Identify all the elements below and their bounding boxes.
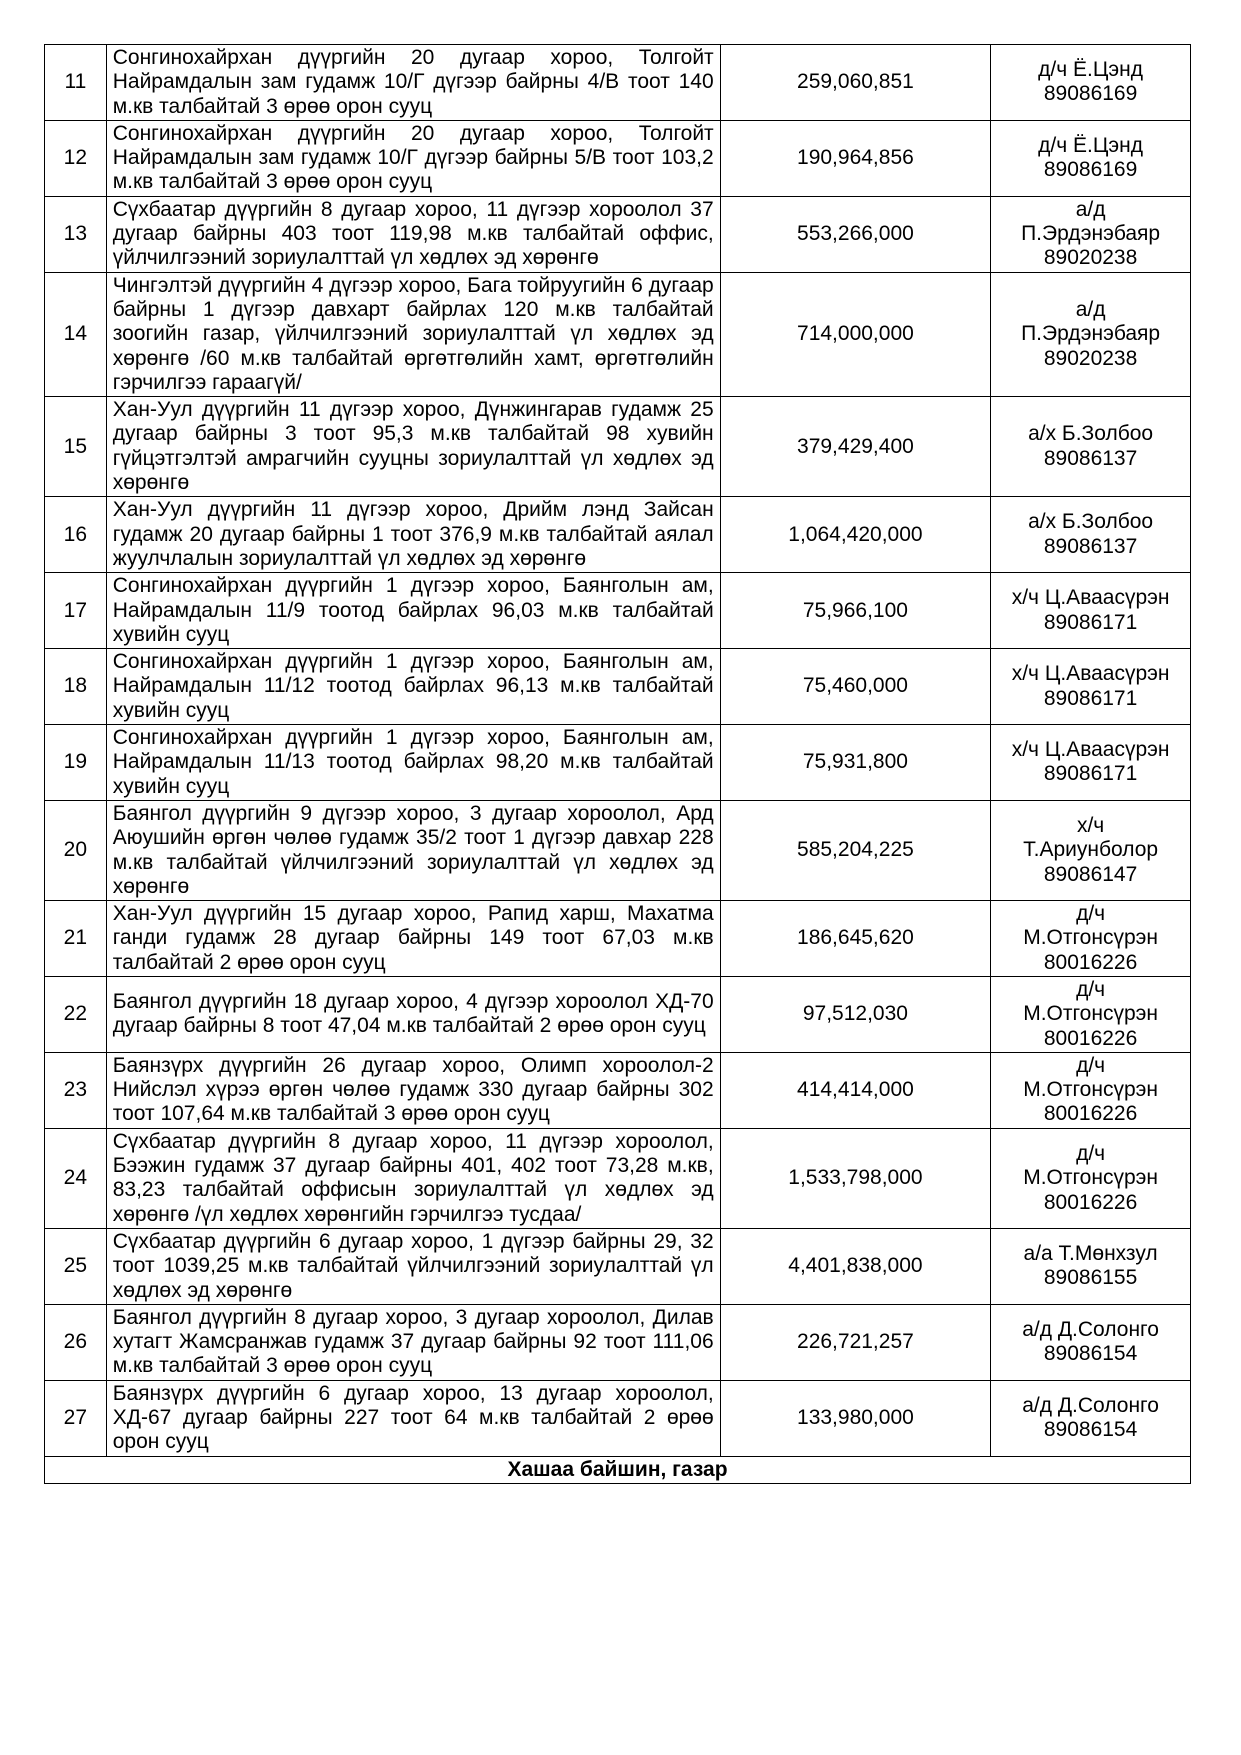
section-header-row — [45, 1456, 1191, 1483]
contact-line: 89086137 — [1043, 534, 1138, 558]
property-listing-table — [44, 44, 1191, 1484]
contact-line: П.Эрдэнэбаяр — [1021, 222, 1161, 246]
contact-line: 80016226 — [1043, 1026, 1138, 1050]
table-row — [45, 800, 1191, 900]
table-row — [45, 976, 1191, 1052]
contact-line: 89086171 — [1043, 762, 1138, 786]
table-row — [45, 1128, 1191, 1228]
property-description: Сүхбаатар дүүргийн 6 дугаар хороо, 1 дүгээр байрны 29, 32 тоот 1039,25 м.кв талбайтай үйлчилгээний зориулалттай үл хөдлөх эд хөрөнгө — [106, 1228, 720, 1304]
contact-line: а/д — [1075, 197, 1106, 221]
contact-line: Т.Ариунболор — [1023, 838, 1159, 862]
contact-line: а/д — [1075, 297, 1106, 321]
contact-person — [991, 397, 1191, 497]
property-price: 1,064,420,000 — [720, 497, 991, 573]
property-price: 414,414,000 — [720, 1052, 991, 1128]
contact-line: а/д Д.Солонго — [1022, 1393, 1159, 1417]
contact-person — [991, 725, 1191, 801]
property-price: 4,401,838,000 — [720, 1228, 991, 1304]
row-number: 22 — [45, 976, 107, 1052]
contact-line: а/х Б.Золбоо — [1028, 510, 1154, 534]
table-row — [45, 397, 1191, 497]
table-row — [45, 497, 1191, 573]
property-description: Баянгол дүүргийн 18 дугаар хороо, 4 дүгээр хороолол ХД-70 дугаар байрны 8 тоот 47,04 м.кв талбайтай 2 өрөө орон сууц — [106, 976, 720, 1052]
contact-line: х/ч — [1076, 814, 1105, 838]
contact-line: д/ч Ё.Цэнд — [1038, 134, 1143, 158]
contact-line: а/а Т.Мөнхзул — [1023, 1242, 1158, 1266]
row-number: 24 — [45, 1128, 107, 1228]
contact-line: 89086169 — [1043, 158, 1138, 182]
property-price: 1,533,798,000 — [720, 1128, 991, 1228]
property-price: 75,931,800 — [720, 725, 991, 801]
row-number: 11 — [45, 45, 107, 121]
table-row — [45, 1304, 1191, 1380]
property-price: 226,721,257 — [720, 1304, 991, 1380]
contact-line: х/ч Ц.Аваасүрэн — [1011, 662, 1170, 686]
property-description: Сонгинохайрхан дүүргийн 1 дүгээр хороо, Баянголын ам, Найрамдалын 11/13 тоотод байрлах 98,20 м.кв талбайтай хувийн сууц — [106, 725, 720, 801]
property-description: Сонгинохайрхан дүүргийн 20 дугаар хороо, Толгойт Найрамдалын зам гудамж 10/Г дүгээр байрны 4/В тоот 140 м.кв талбайтай 3 өрөө орон сууц — [106, 45, 720, 121]
contact-line: 80016226 — [1043, 1102, 1138, 1126]
table-row — [45, 1052, 1191, 1128]
listing-rows — [45, 45, 1191, 1484]
contact-line: д/ч — [1076, 1053, 1106, 1077]
contact-line: а/х Б.Золбоо — [1028, 422, 1154, 446]
contact-person — [991, 1128, 1191, 1228]
section-title: Хашаа байшин, газар — [45, 1456, 1191, 1483]
contact-person — [991, 497, 1191, 573]
property-description: Баянгол дүүргийн 9 дүгээр хороо, 3 дугаар хороолол, Ард Аюушийн өргөн чөлөө гудамж 35/2 тоот 1 дүгээр давхар 228 м.кв талбайтай үйлчилгээний зориулалттай үл хөдлөх эд хөрөнгө — [106, 800, 720, 900]
property-description: Хан-Уул дүүргийн 15 дугаар хороо, Рапид харш, Махатма ганди гудамж 28 дугаар байрны 149 тоот 67,03 м.кв талбайтай 2 өрөө орон сууц — [106, 901, 720, 977]
contact-person — [991, 1228, 1191, 1304]
contact-person — [991, 1304, 1191, 1380]
contact-line: 89086171 — [1043, 610, 1138, 634]
table-row — [45, 120, 1191, 196]
contact-line: М.Отгонсүрэн — [1023, 926, 1158, 950]
property-description: Сонгинохайрхан дүүргийн 20 дугаар хороо, Толгойт Найрамдалын зам гудамж 10/Г дүгээр байрны 5/В тоот 103,2 м.кв талбайтай 3 өрөө орон сууц — [106, 120, 720, 196]
property-price: 553,266,000 — [720, 196, 991, 272]
property-description: Сүхбаатар дүүргийн 8 дугаар хороо, 11 дүгээр хороолол, Бээжин гудамж 37 дугаар байрны 401, 402 тоот 73,28 м.кв, 83,23 талбайтай оффисын зориулалттай үл хөдлөх эд хөрөнгө /үл хөдлөх хөрөнгийн гэрчилгээ тусдаа/ — [106, 1128, 720, 1228]
table-row — [45, 272, 1191, 396]
contact-line: д/ч Ё.Цэнд — [1038, 58, 1143, 82]
property-description: Баянзүрх дүүргийн 26 дугаар хороо, Олимп хороолол-2 Нийслэл хүрээ өргөн чөлөө гудамж 330 дугаар байрны 302 тоот 107,64 м.кв талбайтай 3 өрөө орон сууц — [106, 1052, 720, 1128]
contact-person — [991, 1052, 1191, 1128]
contact-line: 89020238 — [1043, 246, 1138, 270]
contact-line: х/ч Ц.Аваасүрэн — [1011, 586, 1170, 610]
contact-person — [991, 800, 1191, 900]
property-price: 379,429,400 — [720, 397, 991, 497]
row-number: 16 — [45, 497, 107, 573]
row-number: 21 — [45, 901, 107, 977]
contact-line: 89020238 — [1043, 346, 1138, 370]
contact-person — [991, 196, 1191, 272]
contact-line: д/ч — [1076, 977, 1106, 1001]
contact-person — [991, 976, 1191, 1052]
property-price: 75,460,000 — [720, 649, 991, 725]
contact-line: 89086154 — [1043, 1342, 1138, 1366]
contact-person — [991, 573, 1191, 649]
property-description: Баянгол дүүргийн 8 дугаар хороо, 3 дугаар хороолол, Дилав хутагт Жамсранжав гудамж 37 дугаар байрны 92 тоот 111,06 м.кв талбайтай 3 өрөө орон сууц — [106, 1304, 720, 1380]
table-row — [45, 1380, 1191, 1456]
property-description: Чингэлтэй дүүргийн 4 дүгээр хороо, Бага тойруугийн 6 дугаар байрны 1 дүгээр давхарт байрлах 120 м.кв талбайтай зоогийн газар, үйлчилгээний зориулалттай үл хөдлөх эд хөрөнгө /60 м.кв талбайтай өргөтгөлийн хамт, өргөтгөлийн гэрчилгээ гараагүй/ — [106, 272, 720, 396]
row-number: 14 — [45, 272, 107, 396]
contact-line: 80016226 — [1043, 1190, 1138, 1214]
contact-line: д/ч — [1076, 902, 1106, 926]
property-price: 585,204,225 — [720, 800, 991, 900]
contact-line: 89086155 — [1043, 1266, 1138, 1290]
row-number: 12 — [45, 120, 107, 196]
row-number: 19 — [45, 725, 107, 801]
contact-line: д/ч — [1076, 1141, 1106, 1165]
table-row — [45, 573, 1191, 649]
contact-person — [991, 901, 1191, 977]
row-number: 27 — [45, 1380, 107, 1456]
row-number: 25 — [45, 1228, 107, 1304]
property-description: Сонгинохайрхан дүүргийн 1 дүгээр хороо, Баянголын ам, Найрамдалын 11/9 тоотод байрлах 96,03 м.кв талбайтай хувийн сууц — [106, 573, 720, 649]
row-number: 26 — [45, 1304, 107, 1380]
property-description: Хан-Уул дүүргийн 11 дүгээр хороо, Дүнжингарав гудамж 25 дугаар байрны 3 тоот 95,3 м.кв талбайтай 98 хувийн гүйцэтгэлтэй амрагчийн сууцны зориулалттай үл хөдлөх эд хөрөнгө — [106, 397, 720, 497]
contact-line: 89086169 — [1043, 82, 1138, 106]
contact-person — [991, 1380, 1191, 1456]
contact-person — [991, 120, 1191, 196]
property-price: 714,000,000 — [720, 272, 991, 396]
property-price: 190,964,856 — [720, 120, 991, 196]
property-description: Баянзүрх дүүргийн 6 дугаар хороо, 13 дугаар хороолол, ХД-67 дугаар байрны 227 тоот 64 м.кв талбайтай 2 өрөө орон сууц — [106, 1380, 720, 1456]
property-price: 75,966,100 — [720, 573, 991, 649]
contact-person — [991, 45, 1191, 121]
contact-line: М.Отгонсүрэн — [1023, 1078, 1158, 1102]
contact-line: 89086154 — [1043, 1418, 1138, 1442]
contact-line: а/д Д.Солонго — [1022, 1317, 1159, 1341]
row-number: 23 — [45, 1052, 107, 1128]
contact-person — [991, 272, 1191, 396]
property-description: Хан-Уул дүүргийн 11 дүгээр хороо, Дрийм лэнд Зайсан гудамж 20 дугаар байрны 1 тоот 376,9 м.кв талбайтай аялал жуулчлалын зориулалттай үл хөдлөх эд хөрөнгө — [106, 497, 720, 573]
contact-line: М.Отгонсүрэн — [1023, 1002, 1158, 1026]
table-row — [45, 725, 1191, 801]
property-price: 259,060,851 — [720, 45, 991, 121]
contact-line: 80016226 — [1043, 950, 1138, 974]
contact-line: 89086171 — [1043, 686, 1138, 710]
row-number: 13 — [45, 196, 107, 272]
property-description: Сүхбаатар дүүргийн 8 дугаар хороо, 11 дүгээр хороолол 37 дугаар байрны 403 тоот 119,98 м.кв талбайтай оффис, үйлчилгээний зориулалттай үл хөдлөх эд хөрөнгө — [106, 196, 720, 272]
table-row — [45, 45, 1191, 121]
row-number: 20 — [45, 800, 107, 900]
row-number: 15 — [45, 397, 107, 497]
row-number: 18 — [45, 649, 107, 725]
contact-line: П.Эрдэнэбаяр — [1021, 322, 1161, 346]
contact-line: 89086147 — [1043, 862, 1138, 886]
contact-line: х/ч Ц.Аваасүрэн — [1011, 738, 1170, 762]
property-price: 186,645,620 — [720, 901, 991, 977]
property-price: 133,980,000 — [720, 1380, 991, 1456]
table-row — [45, 196, 1191, 272]
table-row — [45, 901, 1191, 977]
contact-person — [991, 649, 1191, 725]
table-row — [45, 1228, 1191, 1304]
contact-line: М.Отгонсүрэн — [1023, 1166, 1158, 1190]
property-description: Сонгинохайрхан дүүргийн 1 дүгээр хороо, Баянголын ам, Найрамдалын 11/12 тоотод байрлах 96,13 м.кв талбайтай хувийн сууц — [106, 649, 720, 725]
contact-line: 89086137 — [1043, 446, 1138, 470]
row-number: 17 — [45, 573, 107, 649]
property-price: 97,512,030 — [720, 976, 991, 1052]
table-row — [45, 649, 1191, 725]
